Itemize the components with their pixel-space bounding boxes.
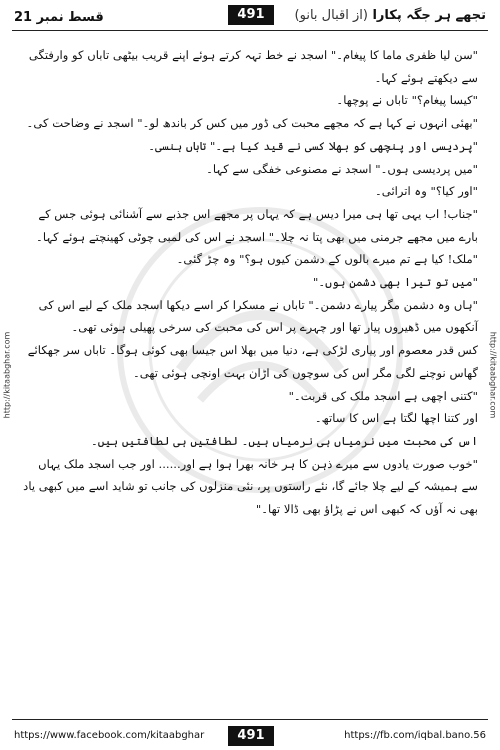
author-facebook-link[interactable]: https://fb.com/iqbal.bano.56 <box>344 730 486 741</box>
paragraph: "سن لیا ظفری ماما کا پیغام۔" اسجد نے خط تہہ کرتے ہوئے اپنے قریب بیٹھی تاباں کو وارفتگی سے دیکھتے ہوئے کہا۔ <box>28 48 478 85</box>
novel-title-text: تجھے ہر جگہ پکارا <box>372 8 486 23</box>
side-url-left[interactable]: http://kitaabghar.com <box>2 331 12 419</box>
paragraph: "میں پردیسی ہوں۔" اسجد نے مصنوعی خفگی سے کہا۔ <box>206 161 478 176</box>
paragraph: کس قدر معصوم اور پیاری لڑکی ہے، دنیا میں بھلا اس جیسا بھی کوئی ہوگا۔ تاباں سر جھکائے گھاس نوچنے لگی مگر اس کی سوچوں کی اڑان بہت اونچی ہوئی تھی۔ <box>27 343 478 380</box>
author-name: (از اقبال بانو) <box>294 8 368 23</box>
side-url-right[interactable]: http://kitaabghar.com <box>488 331 498 419</box>
novel-title <box>295 8 486 23</box>
paragraph: "پردیسی اور پنچھی کو بھلا کسی نے قید کیا ہے۔" تاباں ہنسی۔ <box>148 138 478 153</box>
page-footer <box>0 720 500 750</box>
paragraph: اور کتنا اچھا لگتا ہے اس کا ساتھ۔ <box>314 411 478 426</box>
header-divider <box>12 30 488 31</box>
page-number-top: 491 <box>228 5 274 25</box>
paragraph: "خوب صورت یادوں سے میرے ذہن کا ہر خانہ بھرا ہوا ہے اور...... اور جب اسجد ملک یہاں سے ہمیشہ کے لیے چلا جائے گا، نئے راستوں پر، نئی منزلوں کی جانب تو شاید اسے میں کبھی یاد بھی نہ آؤں کہ کبھی اس نے پڑاؤ بھی ڈالا تھا۔" <box>23 456 478 517</box>
paragraph: "کیسا پیغام؟" تاباں نے پوچھا۔ <box>336 93 478 108</box>
paragraph: "جناب! اب یہی تھا ہی میرا دیس ہے کہ یہاں پر مجھے اس جذبے سے آشنائی ہوئی جس کے بارے میں مجھے جرمنی میں بھی پتا نہ چلا۔" اسجد نے اس کی لمبی چوٹی کھینچتے ہوئے کہا۔ <box>36 206 478 244</box>
paragraph: "اور کیا؟" وہ اترائی۔ <box>375 184 478 199</box>
side-watermark-right <box>486 40 500 710</box>
paragraph: "کتنی اچھی ہے اسجد ملک کی قربت۔" <box>288 388 478 403</box>
story-body <box>22 44 478 521</box>
paragraph: "ملک! کیا ہے تم میرے بالوں کے دشمن کیوں ہو؟" وہ چڑ گئی۔ <box>176 252 478 267</box>
paragraph: "میں تو تیرا بھی دشمن ہوں۔" <box>313 275 478 290</box>
facebook-link[interactable]: https://www.facebook.com/kitaabghar <box>14 730 205 741</box>
episode-number: قسط نمبر 21 <box>14 10 104 25</box>
page-number-bottom: 491 <box>228 726 274 746</box>
paragraph: "ہاں وہ دشمن مگر پیارے دشمن۔" تاباں نے مسکرا کر اسے دیکھا اسجد ملک کے لیے اس کی آنکھوں میں ڈھیروں پیار تھا اور چہرے پر اس کی محبت کی سرخی پھیلی ہوئی تھی۔ <box>38 297 478 335</box>
page-header <box>0 0 500 34</box>
paragraph: "بھئی انہوں نے کہا ہے کہ مجھے محبت کی ڈور میں کس کر باندھ لو۔" اسجد نے وضاحت کی۔ <box>26 116 478 131</box>
paragraph: اس کی محبت میں نرمیاں ہی نرمیاں ہیں۔ لطافتیں ہی لطافتیں ہیں۔ <box>91 433 478 448</box>
side-watermark-left <box>0 40 14 710</box>
